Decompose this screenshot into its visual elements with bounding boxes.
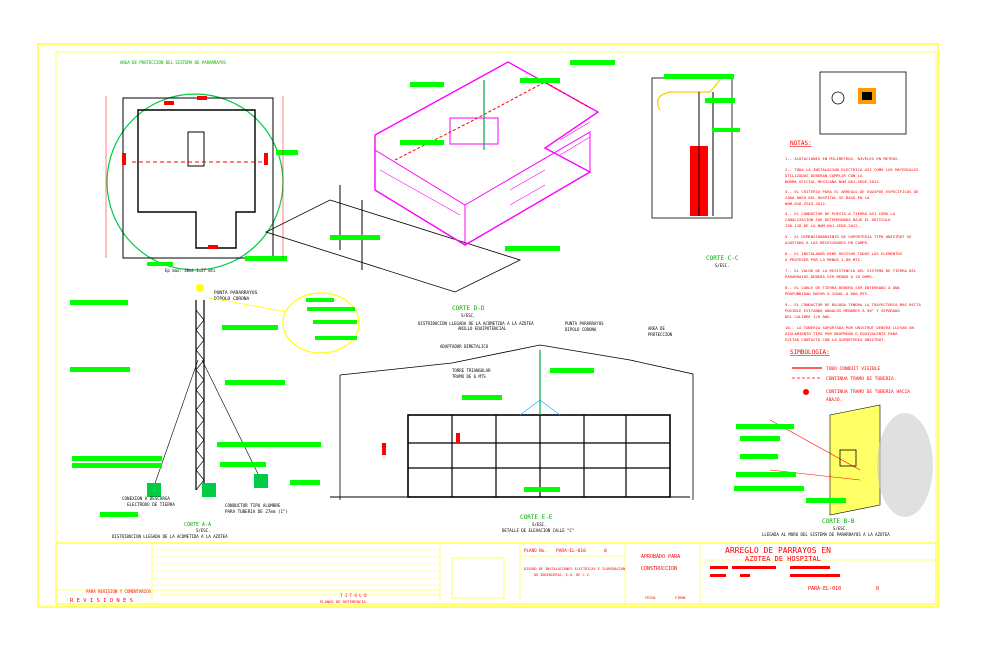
note-line: POSIBLE EVITANDO ANGULOS MENORES A 90° Y SEPARADO	[785, 308, 900, 313]
elev-label-torre: TORRE TRIANGULAR	[452, 368, 491, 373]
company-line-2: DE INGENIERIA, S.A. DE C.V.	[534, 573, 591, 577]
protection-circle	[107, 94, 283, 270]
stair-core	[450, 118, 498, 144]
tower-caption-code: CORTE A-A	[184, 522, 212, 528]
fecha-label: FECHA	[645, 596, 656, 600]
firma-label: FIRMA	[675, 596, 686, 600]
key-plan	[820, 72, 906, 134]
note-line: 6.- EL INSTALADOR DEBE REVISAR TODOS LOS ELEMENTOS	[785, 251, 903, 256]
section-c-code: CORTE C-C	[706, 255, 739, 262]
note-line: 250-118 DE LA NOM-001-SEDE-2012.	[785, 223, 860, 228]
approved-line-1: APROBADO PARA	[641, 554, 681, 560]
revision-row: PARA REVISION Y COMENTARIOS	[86, 589, 152, 594]
note-line: PARARRAYOS DEBERA SER MENOR A 10 OHMS.	[785, 274, 875, 279]
symbology-item: CONTINUA TRAMO DE TUBERIA HACIA	[826, 390, 910, 395]
elev-section-scale: S/ESC.	[532, 522, 547, 527]
note-line: CADA AREA DEL HOSPITAL SE BASO EN LA	[785, 195, 870, 200]
drawing-number: PARA-EL-010	[808, 586, 842, 592]
tower-caption-text: DISTRIBUCION LLEGADA DE LA ACOMETIDA A LA AZOTEA	[112, 534, 228, 539]
note-line: 4.- EL CONDUCTOR DE PUESTA A TIERRA ASI COMO LA	[785, 211, 896, 216]
note-line: 7.- EL VALOR DE LA RESISTENCIA DEL SISTEMA DE TIERRA DEL	[785, 268, 917, 273]
note-line: A PROTEGER POR LO MENOS 1.00 MTS.	[785, 257, 863, 262]
note-line: NOM-016-SSA3-2012.	[785, 201, 828, 206]
note-line: 1.- ACOTACIONES EN MILIMETROS, NIVELES EN METROS.	[785, 156, 900, 161]
rod-markers	[122, 96, 268, 249]
plano-value: PARA-EL-010	[556, 549, 586, 554]
elev-label-area: AREA DE	[648, 326, 665, 331]
title-block	[56, 543, 936, 604]
note-line: PROFUNDIDAD MAYOR O IGUAL A 600 MTS.	[785, 291, 870, 296]
approved-line-2: CONSTRUCCION	[641, 566, 678, 572]
roof-opening	[188, 132, 204, 166]
note-line: EVITAR CONTACTO CON LA SOPORTERIA UNISTRUT.	[785, 337, 886, 342]
iso-caption: DISTRIBUCION LLEGADA DE LA ACOMETIDA A LA AZOTEA	[418, 321, 534, 326]
detail-b-code: CORTE B-B	[822, 518, 855, 525]
iso-green-labels	[330, 60, 615, 251]
wall-entry-detail	[734, 405, 933, 537]
tower-lattice	[196, 310, 204, 490]
tower-detail	[70, 284, 359, 539]
facade-left	[375, 150, 465, 205]
logo-box	[452, 558, 504, 598]
top-view-protection-area	[106, 60, 298, 273]
top-view-scale-note: Ep max: 30mt 1=27 mts	[165, 268, 216, 273]
roof-outline-inner	[138, 110, 255, 248]
iso-section-code: CORTE D-D	[452, 305, 485, 312]
roof-outline-outer	[123, 98, 273, 258]
symbology-legend	[790, 349, 910, 403]
drawing-rev: 0	[876, 586, 880, 592]
ground-plane	[266, 200, 520, 292]
symbology-item: CONTINUA TRAMO DE TUBERIA.	[826, 377, 897, 382]
tower-base-label2: ELECTRODO DE TIERRA	[127, 502, 175, 507]
elev-section-code: CORTE E-E	[520, 514, 553, 521]
tower-cable-label1: CONDUCTOR TIPO ALUMBRE	[225, 503, 281, 508]
isometric-building-view	[266, 60, 615, 326]
tower-top-label: PUNTA PARARRAYOS	[214, 291, 258, 296]
top-view-title: AREA DE PROTECCION DEL SISTEMA DE PARARRAYOS	[120, 60, 226, 65]
note-line: 9.- EL CONDUCTOR DE BAJADA TENDRA LA TRAYECTORIA MAS RECTA	[785, 302, 921, 307]
detail-b-caption: LLEGADA AL MURO DEL SISTEMA DE PARARRAYOS A LA AZOTEA	[762, 532, 890, 537]
tower-top-label2: DIPOLO CORONA	[214, 297, 250, 302]
symbology-title: SIMBOLOGIA:	[790, 349, 830, 356]
tower-base-label1: CONEXION A DESCARGA	[122, 496, 170, 501]
ground-soil	[877, 413, 933, 517]
company-line-1: DISEÑO DE INSTALACIONES ELECTRICAS E ILUMINACION	[524, 567, 626, 571]
down-symbol-icon	[803, 389, 809, 395]
tower-caption-scale: S/ESC.	[196, 528, 211, 533]
note-line: 3.- EL CRITERIO PARA EL ARREGLO DE EQUIPOS ESPECIFICOS DE	[785, 189, 919, 194]
revisions-label: R E V I S I O N E S	[70, 598, 133, 604]
iso-windows	[380, 122, 590, 215]
elevation-grid	[408, 415, 670, 497]
rev-value: 0	[604, 549, 607, 554]
section-c-scale: S/ESC.	[715, 263, 730, 268]
elev-label-adaptador: ADAPTADOR BIMETALICO	[440, 344, 489, 349]
ground-electrodes	[147, 474, 268, 497]
general-notes	[785, 140, 922, 342]
elev-label-punta: PUNTA PARARRAYOS	[565, 321, 604, 326]
note-line: DEL CALIBRE 1/0 AWG.	[785, 314, 832, 319]
plano-label: PLANO No.	[524, 548, 547, 553]
elev-caption: DETALLE DE ELEVACION CALLE "C"	[502, 528, 575, 533]
project-title-2: AZOTEA DE HOSPITAL	[745, 555, 821, 563]
elevation-view	[330, 321, 693, 533]
section-c-detail	[652, 74, 740, 268]
elev-label-dipolo: DIPOLO CORONA	[565, 327, 597, 332]
iso-section-scale: S/ESC.	[461, 313, 476, 318]
tower-cable-label2: PARA TUBERIA DE 27mm (1")	[225, 509, 289, 514]
note-line: 8.- EL CABLE DE TIERRA DEBERA SER ENTERRADO A UNA	[785, 285, 900, 290]
note-line: AJUSTARA A LAS NECESIDADES EN CAMPO.	[785, 240, 870, 245]
elev-label-tramo: TRAMO DE 6 MTS	[452, 374, 486, 379]
building-elevation	[408, 415, 670, 497]
note-line: UTILIZADOS DEBERAN CUMPLIR CON LA	[785, 173, 863, 178]
note-line: NORMA OFICIAL MEXICANA NOM-001-SEDE-2012.	[785, 179, 882, 184]
note-line: AISLAMIENTO TIPO POR NEOPRENO O EQUIVALENTE PARA	[785, 331, 898, 336]
roof-conductor-route	[395, 82, 590, 160]
project-title-1: ARREGLO DE PARRAYOS EN	[725, 546, 831, 555]
note-line: 10.- LA TUBERIA SOPORTADA POR UNISTRUT DEBERA LLEVAR UN	[785, 325, 914, 330]
protection-arc	[340, 345, 693, 500]
note-line: 2.- TODA LA INSTALACION ELECTRICA ASI COMO LOS MATERIALES	[785, 167, 919, 172]
titulo-label: T I T U L O	[340, 593, 367, 598]
roof-slab	[375, 62, 598, 245]
note-line: 5.- EL DIMENSIONAMIENTO DE SOPORTERIA TIPO UNISTRUT SE	[785, 234, 912, 239]
guy-wire-left	[152, 360, 198, 492]
note-line: CANALIZACION FUE DETERMINADA BAJO EL ARTICULO	[785, 217, 891, 222]
elev-label-anillo: ANILLO EQUIPOTENCIAL	[458, 326, 507, 331]
notes-title: NOTAS:	[790, 140, 812, 147]
symbology-item: TUBO CONDUIT VISIBLE	[826, 367, 881, 372]
symbology-item: ABAJO.	[826, 398, 843, 403]
detail-b-scale: S/ESC.	[833, 526, 848, 531]
plano-ref-label: PLANOS DE REFERENCIA	[320, 599, 366, 604]
elev-label-area2: PROTECCION	[648, 332, 673, 337]
